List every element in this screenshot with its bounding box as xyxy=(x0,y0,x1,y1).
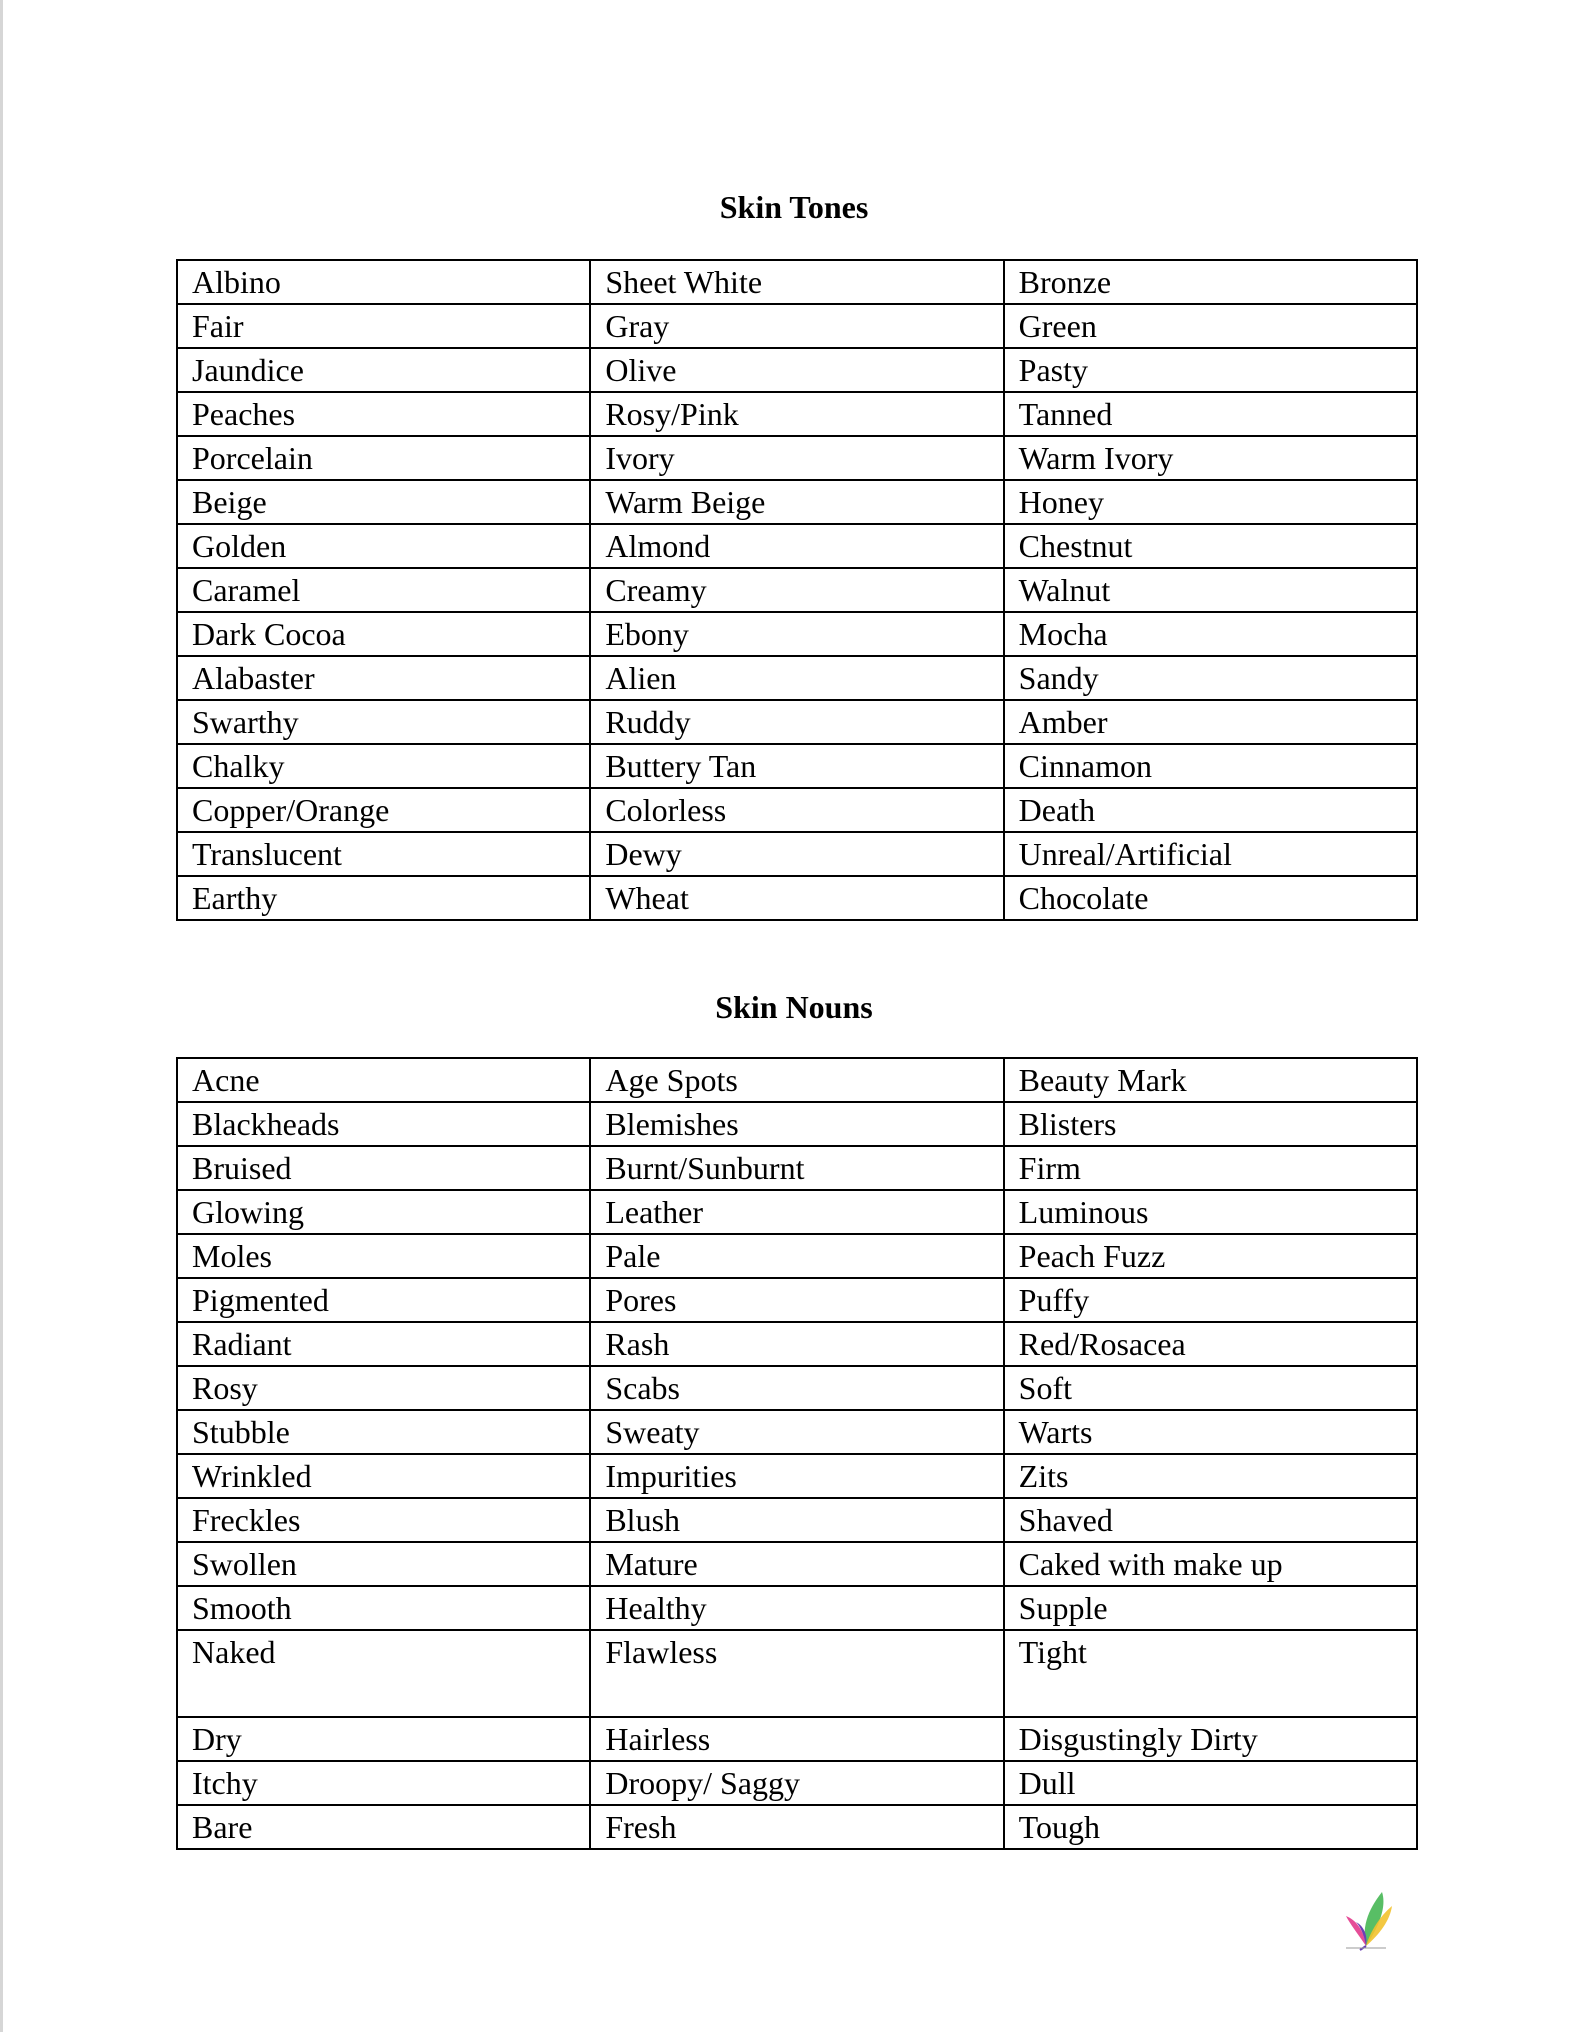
skin-nouns-cell: Wrinkled xyxy=(177,1454,590,1498)
skin-tones-row xyxy=(177,700,1417,744)
skin-nouns-cell: Freckles xyxy=(177,1498,590,1542)
skin-nouns-cell: Glowing xyxy=(177,1190,590,1234)
skin-nouns-cell: Itchy xyxy=(177,1761,590,1805)
skin-nouns-cell: Naked xyxy=(177,1630,590,1717)
skin-tones-cell: Albino xyxy=(177,260,590,304)
skin-tones-cell: Dewy xyxy=(590,832,1003,876)
skin-nouns-row xyxy=(177,1630,1417,1717)
skin-nouns-row xyxy=(177,1410,1417,1454)
skin-nouns-cell: Soft xyxy=(1004,1366,1417,1410)
skin-tones-cell: Chalky xyxy=(177,744,590,788)
skin-tones-row xyxy=(177,392,1417,436)
skin-tones-row xyxy=(177,260,1417,304)
skin-nouns-cell: Rosy xyxy=(177,1366,590,1410)
skin-nouns-cell: Beauty Mark xyxy=(1004,1058,1417,1102)
skin-nouns-cell: Disgustingly Dirty xyxy=(1004,1717,1417,1761)
skin-tones-cell: Honey xyxy=(1004,480,1417,524)
skin-nouns-cell: Flawless xyxy=(590,1630,1003,1717)
skin-tones-table xyxy=(176,259,1418,921)
skin-nouns-cell: Droopy/ Saggy xyxy=(590,1761,1003,1805)
skin-tones-cell: Ivory xyxy=(590,436,1003,480)
skin-tones-cell: Buttery Tan xyxy=(590,744,1003,788)
skin-nouns-cell: Tight xyxy=(1004,1630,1417,1717)
skin-tones-cell: Bronze xyxy=(1004,260,1417,304)
skin-tones-cell: Sheet White xyxy=(590,260,1003,304)
skin-tones-cell: Earthy xyxy=(177,876,590,920)
skin-tones-cell: Unreal/Artificial xyxy=(1004,832,1417,876)
skin-tones-cell: Warm Beige xyxy=(590,480,1003,524)
skin-nouns-row xyxy=(177,1190,1417,1234)
skin-tones-row xyxy=(177,348,1417,392)
skin-tones-cell: Golden xyxy=(177,524,590,568)
skin-nouns-cell: Hairless xyxy=(590,1717,1003,1761)
skin-nouns-cell: Tough xyxy=(1004,1805,1417,1849)
skin-nouns-cell: Burnt/Sunburnt xyxy=(590,1146,1003,1190)
skin-tones-cell: Colorless xyxy=(590,788,1003,832)
skin-nouns-cell: Smooth xyxy=(177,1586,590,1630)
skin-tones-cell: Jaundice xyxy=(177,348,590,392)
skin-tones-cell: Green xyxy=(1004,304,1417,348)
skin-nouns-cell: Pale xyxy=(590,1234,1003,1278)
skin-tones-cell: Ebony xyxy=(590,612,1003,656)
skin-tones-cell: Caramel xyxy=(177,568,590,612)
skin-tones-cell: Chestnut xyxy=(1004,524,1417,568)
skin-nouns-cell: Peach Fuzz xyxy=(1004,1234,1417,1278)
skin-nouns-row xyxy=(177,1761,1417,1805)
skin-nouns-cell: Dry xyxy=(177,1717,590,1761)
skin-tones-row xyxy=(177,568,1417,612)
skin-tones-row xyxy=(177,612,1417,656)
skin-nouns-cell: Zits xyxy=(1004,1454,1417,1498)
skin-tones-cell: Peaches xyxy=(177,392,590,436)
skin-nouns-cell: Caked with make up xyxy=(1004,1542,1417,1586)
skin-tones-cell: Alabaster xyxy=(177,656,590,700)
skin-tones-cell: Sandy xyxy=(1004,656,1417,700)
skin-nouns-cell: Luminous xyxy=(1004,1190,1417,1234)
skin-nouns-cell: Rash xyxy=(590,1322,1003,1366)
skin-nouns-cell: Sweaty xyxy=(590,1410,1003,1454)
skin-nouns-cell: Age Spots xyxy=(590,1058,1003,1102)
skin-tones-cell: Porcelain xyxy=(177,436,590,480)
skin-tones-cell: Dark Cocoa xyxy=(177,612,590,656)
skin-tones-row xyxy=(177,744,1417,788)
skin-nouns-cell: Pores xyxy=(590,1278,1003,1322)
skin-nouns-row xyxy=(177,1586,1417,1630)
skin-nouns-title: Skin Nouns xyxy=(715,989,873,1025)
skin-nouns-row xyxy=(177,1322,1417,1366)
skin-nouns-row xyxy=(177,1058,1417,1102)
skin-nouns-cell: Puffy xyxy=(1004,1278,1417,1322)
skin-tones-row xyxy=(177,480,1417,524)
skin-tones-title: Skin Tones xyxy=(719,189,869,225)
skin-tones-row xyxy=(177,656,1417,700)
skin-tones-cell: Almond xyxy=(590,524,1003,568)
skin-tones-row xyxy=(177,436,1417,480)
skin-nouns-cell: Mature xyxy=(590,1542,1003,1586)
skin-nouns-cell: Supple xyxy=(1004,1586,1417,1630)
skin-tones-cell: Death xyxy=(1004,788,1417,832)
skin-tones-cell: Pasty xyxy=(1004,348,1417,392)
skin-nouns-row xyxy=(177,1234,1417,1278)
skin-nouns-row xyxy=(177,1454,1417,1498)
skin-tones-cell: Copper/Orange xyxy=(177,788,590,832)
skin-nouns-cell: Radiant xyxy=(177,1322,590,1366)
skin-nouns-row xyxy=(177,1146,1417,1190)
skin-tones-row xyxy=(177,788,1417,832)
skin-nouns-cell: Pigmented xyxy=(177,1278,590,1322)
skin-tones-cell: Olive xyxy=(590,348,1003,392)
skin-nouns-cell: Bruised xyxy=(177,1146,590,1190)
skin-nouns-cell: Bare xyxy=(177,1805,590,1849)
skin-tones-cell: Wheat xyxy=(590,876,1003,920)
skin-nouns-cell: Blisters xyxy=(1004,1102,1417,1146)
skin-nouns-cell: Healthy xyxy=(590,1586,1003,1630)
skin-nouns-cell: Warts xyxy=(1004,1410,1417,1454)
skin-tones-cell: Ruddy xyxy=(590,700,1003,744)
skin-nouns-cell: Firm xyxy=(1004,1146,1417,1190)
skin-tones-cell: Rosy/Pink xyxy=(590,392,1003,436)
skin-tones-cell: Alien xyxy=(590,656,1003,700)
skin-nouns-cell: Moles xyxy=(177,1234,590,1278)
skin-nouns-row xyxy=(177,1366,1417,1410)
skin-nouns-cell: Impurities xyxy=(590,1454,1003,1498)
skin-tones-cell: Beige xyxy=(177,480,590,524)
skin-tones-cell: Fair xyxy=(177,304,590,348)
skin-nouns-cell: Blemishes xyxy=(590,1102,1003,1146)
skin-tones-cell: Amber xyxy=(1004,700,1417,744)
skin-nouns-table xyxy=(176,1057,1418,1850)
skin-nouns-row xyxy=(177,1278,1417,1322)
skin-nouns-cell: Red/Rosacea xyxy=(1004,1322,1417,1366)
skin-tones-cell: Tanned xyxy=(1004,392,1417,436)
skin-nouns-cell: Shaved xyxy=(1004,1498,1417,1542)
skin-tones-cell: Chocolate xyxy=(1004,876,1417,920)
skin-tones-cell: Cinnamon xyxy=(1004,744,1417,788)
skin-tones-cell: Warm Ivory xyxy=(1004,436,1417,480)
skin-tones-row xyxy=(177,304,1417,348)
skin-nouns-cell: Acne xyxy=(177,1058,590,1102)
skin-tones-cell: Walnut xyxy=(1004,568,1417,612)
skin-nouns-cell: Fresh xyxy=(590,1805,1003,1849)
skin-nouns-cell: Scabs xyxy=(590,1366,1003,1410)
skin-nouns-row xyxy=(177,1542,1417,1586)
feather-quill-logo-icon xyxy=(1336,1886,1396,1952)
skin-tones-cell: Translucent xyxy=(177,832,590,876)
skin-nouns-row xyxy=(177,1498,1417,1542)
skin-nouns-row xyxy=(177,1805,1417,1849)
skin-tones-cell: Creamy xyxy=(590,568,1003,612)
skin-nouns-row xyxy=(177,1717,1417,1761)
skin-tones-cell: Swarthy xyxy=(177,700,590,744)
skin-nouns-cell: Blush xyxy=(590,1498,1003,1542)
skin-tones-row xyxy=(177,832,1417,876)
skin-tones-cell: Mocha xyxy=(1004,612,1417,656)
skin-tones-row xyxy=(177,524,1417,568)
skin-tones-cell: Gray xyxy=(590,304,1003,348)
skin-nouns-cell: Leather xyxy=(590,1190,1003,1234)
skin-nouns-cell: Blackheads xyxy=(177,1102,590,1146)
skin-nouns-row xyxy=(177,1102,1417,1146)
skin-tones-row xyxy=(177,876,1417,920)
skin-nouns-cell: Stubble xyxy=(177,1410,590,1454)
skin-nouns-cell: Swollen xyxy=(177,1542,590,1586)
skin-nouns-cell: Dull xyxy=(1004,1761,1417,1805)
